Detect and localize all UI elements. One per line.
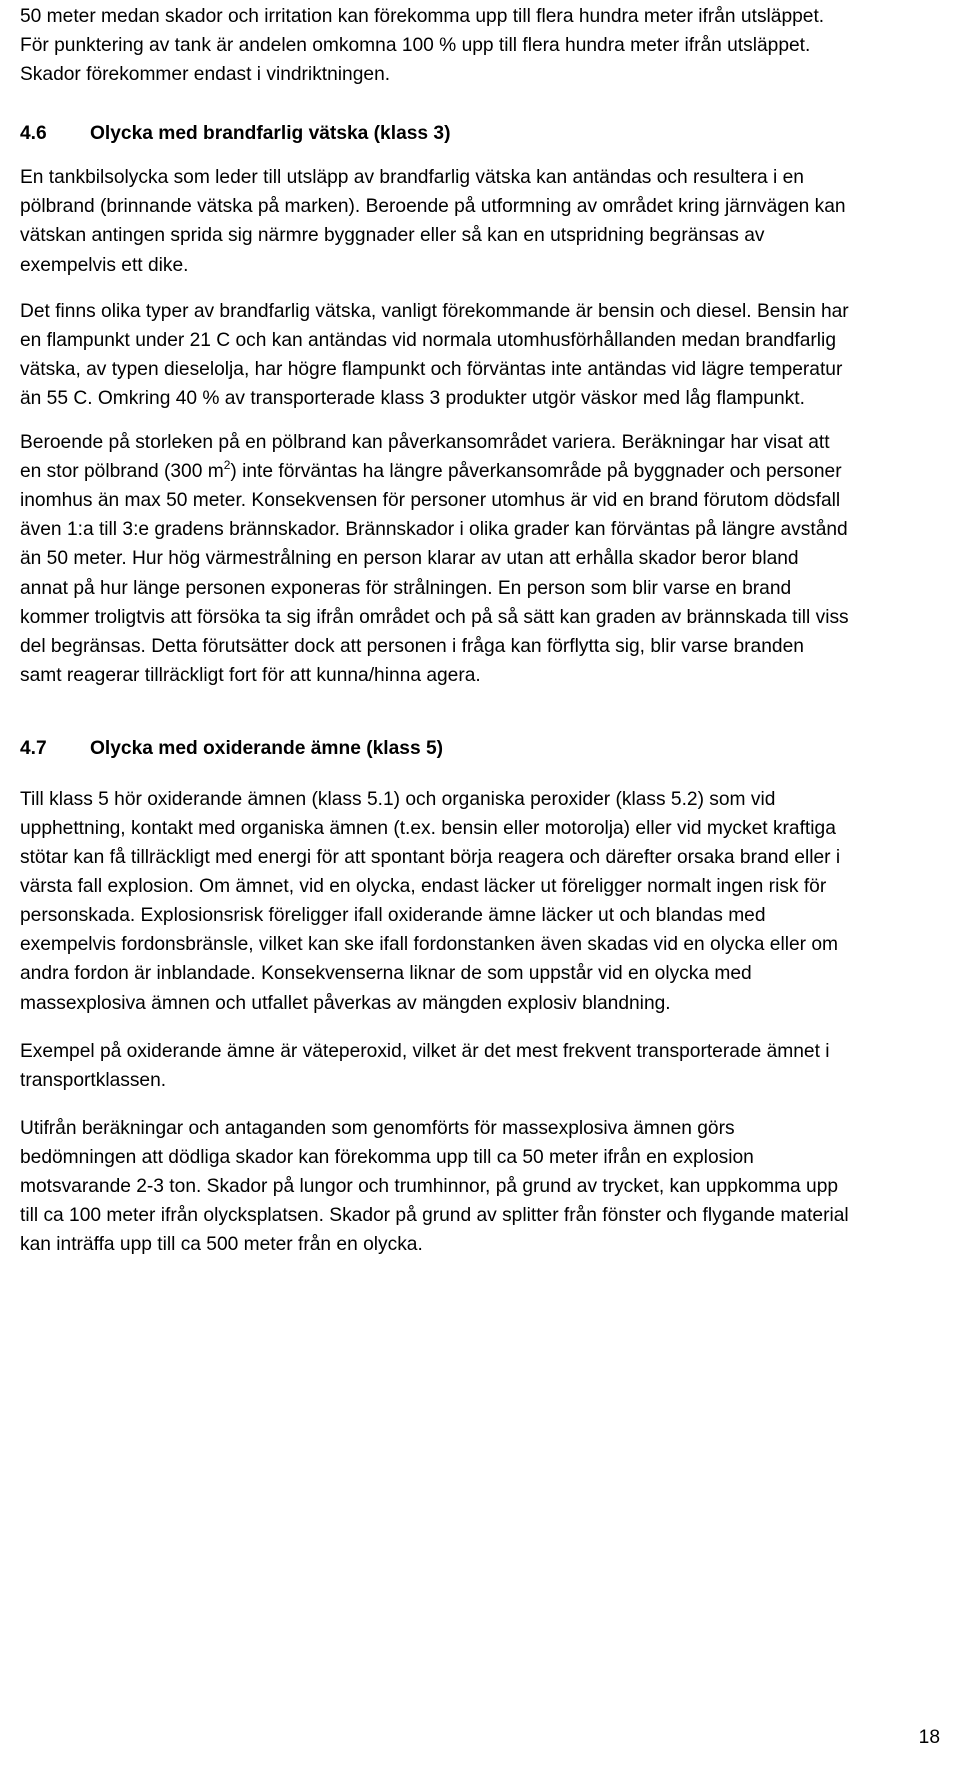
paragraph-text: ) inte förväntas ha längre påverkansområde på byggnader och personer inomhus än max 50 meter. Konsekvensen för personer utomhus är vid en brand förutom dödsfall även 1:a till 3:e gradens brännskador. Brännskador i olika grader kan förväntas på längre avstånd än 50 meter. Hur hög värmestrålning en person klarar av utan att erhålla skador beror bland annat på hur länge personen exponeras för strålningen. En person som blir varse en brand kommer troligtvis att försöka ta sig ifrån området och på så sätt kan graden av brännskada till viss del begränsas. Detta förutsätter dock att personen i fråga kan förflytta sig, blir varse branden samt reagerar tillräckligt fort för att kunna/hinna agera. xyxy=(20,461,849,686)
paragraph-tank-accident: En tankbilsolycka som leder till utsläpp av brandfarlig vätska kan antändas och resultera i en pölbrand (brinnande vätska på marken). Beroende på utformning av området kring järnvägen kan vätskan antingen sprida sig närmre byggnader eller så kan en utspridning begränsas av exempelvis ett dike. xyxy=(20,167,846,276)
paragraph-continuation: 50 meter medan skador och irritation kan förekomma upp till flera hundra meter ifrån utsläppet. För punktering av tank är andelen omkomna 100 % upp till flera hundra meter ifrån utsläppet. Skador förekommer endast i vindriktningen. xyxy=(20,6,825,86)
paragraph-text: Beroende på storleken på en pölbrand kan påverkansområdet variera. Beräkningar har visat att en stor pölbrand (300 m xyxy=(20,432,830,483)
document-page xyxy=(20,2,850,1259)
paragraph-example: Exempel på oxiderande ämne är väteperoxid, vilket är det mest frekvent transporterade ämnet i transportklassen. xyxy=(20,1040,830,1091)
superscript: 2 xyxy=(223,458,231,473)
section-heading-4-6 xyxy=(20,119,850,149)
section-title: Olycka med oxiderande ämne (klass 5) xyxy=(90,737,444,759)
section-title: Olycka med brandfarlig vätska (klass 3) xyxy=(90,123,451,145)
paragraph-pool-fire xyxy=(20,428,850,690)
paragraph-liquid-types: Det finns olika typer av brandfarlig vätska, vanligt förekommande är bensin och diesel. Bensin har en flampunkt under 21 C och kan antändas vid normala utomhusförhållanden medan brandfarlig vätska, av typen dieselolja, har högre flampunkt och förväntas inte antändas vid lägre temperatur än 55 C. Omkring 40 % av transporterade klass 3 produkter utgör väskor med låg flampunkt. xyxy=(20,300,849,409)
section-number: 4.7 xyxy=(20,737,47,759)
page-number: 18 xyxy=(918,1727,940,1748)
paragraph-calculations: Utifrån beräkningar och antaganden som genomförts för massexplosiva ämnen görs bedömningen att dödliga skador kan förekomma upp till ca 50 meter ifrån en explosion motsvarande 2-3 ton. Skador på lungor och trumhinnor, på grund av trycket, kan uppkomma upp till ca 100 meter ifrån olycksplatsen. Skador på grund av splitter från fönster och flygande material kan inträffa upp till ca 500 meter från en olycka. xyxy=(20,1117,849,1256)
paragraph-oxidizing-class: Till klass 5 hör oxiderande ämnen (klass 5.1) och organiska peroxider (klass 5.2) som vid upphettning, kontakt med organiska ämnen (t.ex. bensin eller motorolja) eller vid mycket kraftiga stötar kan få tillräckligt med energi för att spontant börja reagera och därefter orsaka brand eller i värsta fall explosion. Om ämnet, vid en olycka, endast läcker ut föreligger normalt ingen risk för personskada. Explosionsrisk föreligger ifall oxiderande ämne läcker ut och blandas med exempelvis fordonsbränsle, vilket kan ske ifall fordonstanken även skadas vid en olycka eller om andra fordon är inblandade. Konsekvenserna liknar de som uppstår vid en olycka med massexplosiva ämnen och utfallet påverkas av mängden explosiv blandning. xyxy=(20,788,841,1014)
section-number: 4.6 xyxy=(20,123,47,145)
section-heading-4-7 xyxy=(20,734,850,764)
